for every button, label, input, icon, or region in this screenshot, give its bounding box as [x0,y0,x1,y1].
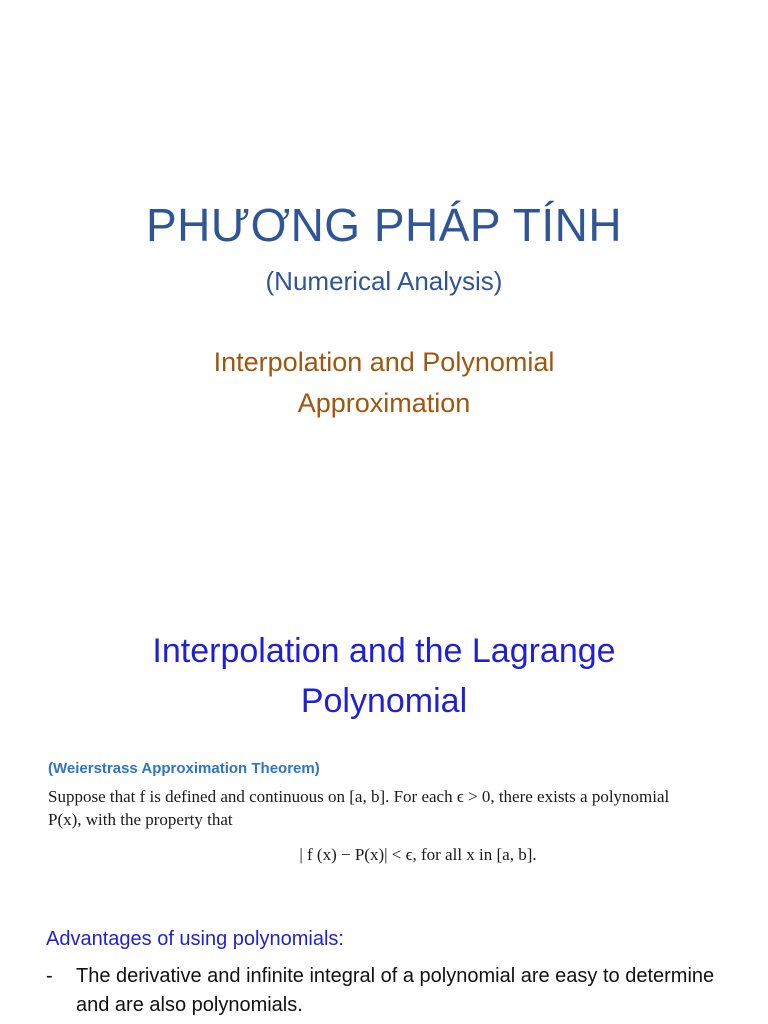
course-subtitle: (Numerical Analysis) [265,266,503,296]
advantages-heading: Advantages of using polynomials: [46,928,344,950]
theorem-heading: (Weierstrass Approximation Theorem) [48,760,320,777]
dash-bullet: - [46,965,53,987]
list-item-text: The derivative and infinite integral of a polynomial are easy to determine and are also polynomials. [76,965,715,1016]
lecture-topic-line2: Approximation [297,388,471,418]
course-title: PHƯƠNG PHÁP TÍNH [145,199,623,251]
theorem-formula: | f (x) − P(x)| < ϵ, for all x in [a, b]. [299,845,537,864]
section-title-line2: Polynomial [300,682,468,720]
section-title-line1: Interpolation and the Lagrange [152,632,616,670]
theorem-statement [48,785,728,831]
theorem-line1: Suppose that f is defined and continuous on [a, b]. For each ϵ > 0, there exists a polynomial [48,787,670,806]
theorem-line2: P(x), with the property that [48,810,233,829]
section-title [0,626,768,726]
lecture-topic [0,342,768,424]
list-item [46,962,746,1020]
theorem-box [48,760,728,865]
content-slide [0,512,768,1024]
lecture-topic-line1: Interpolation and Polynomial [213,347,555,377]
advantages-list [46,962,746,1020]
